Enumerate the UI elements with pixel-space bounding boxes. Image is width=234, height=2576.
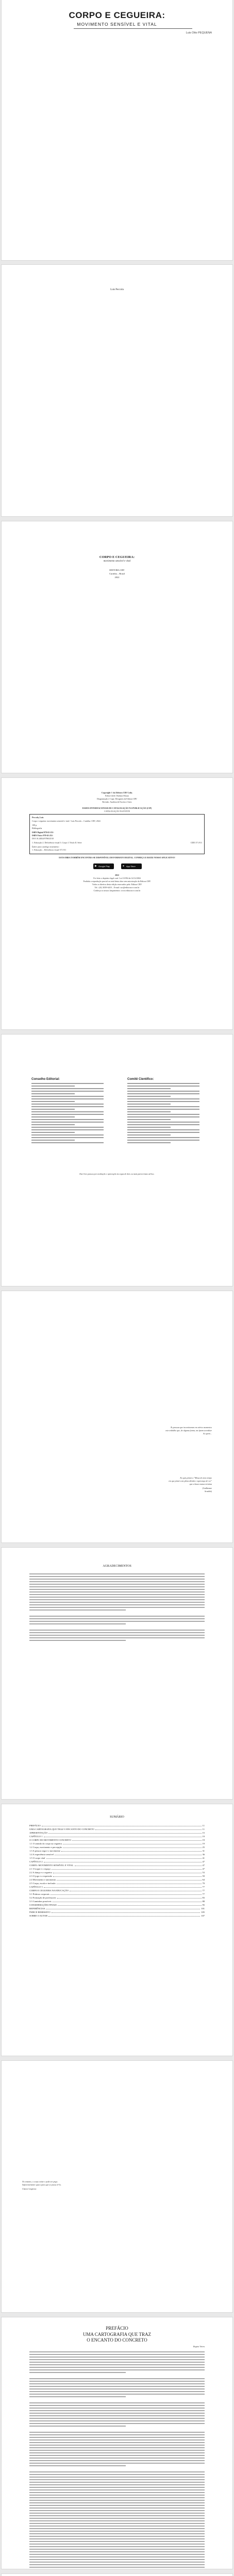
catalog-keywords: 1. Educação 2. Deficiência visual 3. Corpo I. Título II. Série	[32, 841, 82, 844]
toc-entry-page: 36	[202, 1853, 205, 1856]
rights-website: Conheça os nossos lançamentos: www.editoracrv.com.br	[93, 889, 141, 892]
preface-byline: Regina Vieira	[193, 2345, 205, 2348]
toc-entry-title: UMA CARTOGRAFIA QUE TRAZ O ENCANTO DO CONCRETO	[29, 1828, 94, 1831]
catalog-heading: DADOS INTERNACIONAIS DE CATALOGAÇÃO NA PUBLICAÇÃO (CIP)	[82, 807, 152, 809]
title-page-publisher: EDITORA CRV	[109, 569, 125, 571]
toc-entry-title: 2.3 O jogo e a expressão	[29, 1875, 53, 1877]
toc-entry-page: 107	[201, 1914, 205, 1917]
summary-list	[29, 1824, 205, 1918]
toc-entry[interactable]	[29, 1827, 205, 1831]
toc-entry[interactable]	[29, 1910, 205, 1914]
toc-entry[interactable]	[29, 1835, 205, 1838]
cover-page	[2, 0, 232, 260]
isbn-digital: ISBN Digital 978-65-251-	[32, 831, 54, 834]
epigraph-line-1: Eu quis pintar a "Missa do meu tempo	[180, 1477, 212, 1479]
toc-entry-page: 11	[202, 1828, 205, 1831]
toc-entry[interactable]	[29, 1867, 205, 1871]
toc-entry[interactable]	[29, 1853, 205, 1856]
toc-entry-page: 70	[202, 1882, 205, 1885]
catalog-entry-bibliography: Bibliografia	[32, 827, 42, 829]
toc-entry-page: 41	[202, 1857, 205, 1859]
half-title-page	[2, 265, 232, 516]
catalog-entry-author: Peccola, Luis	[32, 816, 44, 819]
toc-entry[interactable]	[29, 1838, 205, 1842]
toc-entry-page: 77	[202, 1893, 205, 1895]
toc-entry-page: 105	[201, 1911, 205, 1913]
toc-entry[interactable]	[29, 1831, 205, 1835]
cover-author: Luis Otto PEQUENA	[186, 31, 212, 35]
half-title-author: Luis Peccola	[110, 289, 124, 291]
rights-prohibited: Proibida a reprodução parcial ou total desta obra sem autorização da Editora CRV	[83, 880, 151, 883]
dedication-line-2: este trabalho que, de alguma forma, me fazem acreditar	[165, 1429, 212, 1432]
toc-entry[interactable]	[29, 1892, 205, 1896]
toc-entry-page: 64	[202, 1878, 205, 1881]
toc-entry[interactable]	[29, 1842, 205, 1845]
epigraph-author: (Guilherme	[202, 1487, 212, 1489]
app-store-badge[interactable]	[121, 863, 142, 869]
acknowledgements-page	[2, 1548, 232, 1799]
copyright-page	[2, 778, 232, 1029]
dedication-line-3: Ao quem...	[203, 1432, 212, 1435]
body-page	[2, 2574, 232, 2576]
toc-entry-title: 1.2 Corpo, movimento e percepção	[29, 1846, 62, 1849]
toc-entry-title: APRESENTAÇÃO	[29, 1832, 48, 1834]
rights-contact: Tel.: (41) 3039-6418 – E-mail: sac@editoracrv.com.br	[94, 886, 140, 889]
toc-entry[interactable]	[29, 1845, 205, 1849]
app-store-label: App Store	[126, 865, 136, 868]
title-page-city: Curitiba – Brasil	[109, 572, 125, 575]
toc-entry-title: 1.3 A pessoa cega e o movimento	[29, 1850, 61, 1852]
toc-entry-title: O CORPO DO MOVIMENTO CONCRETO	[29, 1839, 72, 1841]
rights-year: 2022	[115, 874, 119, 876]
title-page-year: 2022	[114, 576, 120, 579]
toc-entry[interactable]	[29, 1849, 205, 1853]
toc-entry-page: 19	[202, 1835, 205, 1838]
toc-entry-page: 15	[202, 1832, 205, 1834]
toc-entry[interactable]	[29, 1889, 205, 1892]
toc-entry[interactable]	[29, 1824, 205, 1827]
apple-icon: ●	[123, 865, 125, 868]
toc-entry-page: 31	[202, 1850, 205, 1852]
preface-page	[2, 2317, 232, 2569]
acknowledgements-text	[29, 1573, 205, 1642]
toc-entry-page: 47	[202, 1868, 205, 1870]
toc-entry-page: 47	[202, 1864, 205, 1867]
epigraph-source: Arnaldo)	[204, 1490, 212, 1493]
toc-entry[interactable]	[29, 1882, 205, 1885]
toc-entry-page: 88	[202, 1900, 205, 1903]
toc-entry-title: CAPÍTULO 3	[29, 1886, 43, 1888]
epigraph-line-3: que a busca nunca termina	[189, 1483, 212, 1485]
toc-entry[interactable]	[29, 1885, 205, 1889]
epigraph2-line-2: Suficientemente opaco para que se possa vê-lo.	[22, 2183, 61, 2186]
toc-entry[interactable]	[29, 1863, 205, 1867]
preface-text	[29, 2351, 205, 2569]
toc-entry-title: 2.5 Corpo, escola e inclusão	[29, 1882, 56, 1885]
toc-entry-page: 101	[201, 1907, 205, 1910]
dedication-line-1: Às pessoas que incentivaram em vários momentos	[170, 1426, 212, 1429]
scientific-committee-heading: Comitê Científico:	[127, 1078, 154, 1081]
epigraph2-line-1: No entanto, o corpo existe e pode ser pego.	[22, 2180, 58, 2183]
toc-entry[interactable]	[29, 1871, 205, 1874]
dedication-page	[2, 1291, 232, 1543]
catalog-entry-pages: 108 p.	[32, 824, 37, 826]
cover-subtitle: MOVIMENTO SENSÍVEL E VITAL	[77, 22, 157, 27]
copyright-design: Diagramação e Capa: Designers da Editora CRV	[97, 798, 137, 800]
toc-entry-title: SOBRE O AUTOR	[29, 1914, 48, 1917]
toc-entry[interactable]	[29, 1856, 205, 1860]
rights-reserved: Todos os direitos desta edição reservados pela: Editora CRV	[92, 883, 142, 886]
preface-title-line-2: O ENCANTO DO CONCRETO	[87, 2337, 147, 2343]
toc-entry-page: 59	[202, 1875, 205, 1877]
toc-entry[interactable]	[29, 1860, 205, 1863]
preface-heading: PREFÁCIO	[106, 2326, 128, 2331]
toc-entry[interactable]	[29, 1874, 205, 1878]
epigraph-page	[2, 2061, 232, 2312]
toc-entry-page: 77	[202, 1886, 205, 1888]
epigraph2-author: Clarice Lispector	[22, 2188, 37, 2190]
toc-entry-title: CORPO E CEGUEIRA NA EDUCAÇÃO	[29, 1889, 69, 1892]
doi: DOI 10.24824/978652510	[32, 837, 54, 840]
toc-entry-title: CAPÍTULO 1	[29, 1835, 43, 1838]
isbn-physical: ISBN Físico 978-65-251-	[32, 834, 54, 837]
toc-entry[interactable]	[29, 1914, 205, 1918]
toc-entry-page: 83	[202, 1896, 205, 1899]
google-play-label: Google Play	[98, 865, 110, 868]
toc-entry-page: 25	[202, 1846, 205, 1849]
toc-entry-page: 19	[202, 1842, 205, 1845]
toc-entry-title: CORPO: MOVIMENTO SENSÍVEL E VITAL	[29, 1864, 74, 1867]
toc-entry[interactable]	[29, 1878, 205, 1882]
play-icon: ▶	[95, 865, 97, 868]
toc-entry-title: CAPÍTULO 2	[29, 1860, 43, 1863]
toc-entry[interactable]	[29, 1907, 205, 1910]
toc-entry[interactable]	[29, 1896, 205, 1900]
editorial-council-heading: Conselho Editorial:	[31, 1078, 60, 1081]
toc-entry-title: PREFÁCIO	[29, 1824, 41, 1827]
rights-legal: Foi feito o depósito legal conf. Lei 10.994 de 14/12/2004	[93, 877, 141, 879]
toc-entry[interactable]	[29, 1900, 205, 1903]
toc-entry-title: 1.5 O corpo vital	[29, 1857, 45, 1859]
google-play-badge[interactable]	[93, 863, 114, 869]
toc-entry-page: 11	[202, 1824, 205, 1827]
scientific-committee	[127, 1078, 199, 1145]
toc-entry-page: 47	[202, 1860, 205, 1863]
catalog-box	[29, 814, 205, 854]
index-entry: 1. Educação – Deficiência visual 371.911	[32, 849, 66, 851]
title-page-title: CORPO E CEGUEIRA:	[99, 555, 135, 559]
cover-rule	[74, 28, 192, 29]
acknowledgements-heading: AGRADECIMENTOS	[103, 1565, 131, 1568]
summary-heading: SUMÁRIO	[110, 1816, 124, 1819]
law-notice: ESTA OBRA TAMBÉM ENCONTRA-SE DISPONÍVEL EM FORMATO DIGITAL. CONHEÇA E BAIXE NOSSO APLICATIVO!	[59, 856, 175, 859]
toc-entry-title: 3.2 Formação de professores	[29, 1896, 56, 1899]
toc-entry-page: 19	[202, 1839, 205, 1841]
summary-page	[2, 1804, 232, 2056]
toc-entry-title: 3.1 Práticas corporais	[29, 1893, 49, 1895]
copyright-heading: Copyright © da Editora CRV Ltda.	[101, 791, 133, 794]
index-heading: Índice para catálogo sistemático	[32, 845, 59, 848]
toc-entry-page: 53	[202, 1871, 205, 1874]
toc-entry-title: 3.3 Caminhos possíveis	[29, 1900, 52, 1903]
council-page	[2, 1035, 232, 1286]
toc-entry-title: 2.1 O toque e o espaço	[29, 1868, 51, 1870]
toc-entry-title: ÍNDICE REMISSIVO	[29, 1911, 51, 1913]
title-page-subtitle: movimento sensível e vital	[103, 560, 131, 563]
toc-entry-page: 77	[202, 1889, 205, 1892]
catalog-entry-title: Corpo e cegueira: movimento sensível e vital / Luis Peccola – Curitiba: CRV, 2022.	[32, 820, 101, 822]
epigraph-line-2: em que pintei com plena dúvida e esperança de ver"	[169, 1480, 212, 1482]
copyright-editor: Editor-chefe: Railson Moura	[105, 794, 129, 797]
toc-entry[interactable]	[29, 1903, 205, 1907]
council-footer: Este livro passou por avaliação e aprovação às cegas de dois ou mais pareceristas ad hoc.	[79, 1173, 155, 1175]
catalog-cdd: CDD 371.911	[190, 841, 202, 844]
toc-entry-page: 95	[202, 1904, 205, 1906]
cover-title: CORPO E CEGUEIRA:	[69, 10, 165, 20]
toc-entry-title: 2.4 Movimento e autonomia	[29, 1878, 56, 1881]
catalog-subheading: CATALOGAÇÃO NA FONTE	[104, 810, 130, 812]
toc-entry-title: 2.2 A dança e a cegueira	[29, 1871, 52, 1874]
toc-entry-title: 1.4 A experiência sensível	[29, 1853, 54, 1856]
toc-entry-title: CONSIDERAÇÕES FINAIS	[29, 1904, 57, 1906]
toc-entry-title: REFERÊNCIAS	[29, 1907, 45, 1910]
title-page	[2, 521, 232, 773]
preface-title-line-1: UMA CARTOGRAFIA QUE TRAZ	[83, 2332, 151, 2337]
editorial-council	[31, 1078, 104, 1145]
copyright-review: Revisão: Analista de Escrita e Artes	[102, 801, 132, 803]
toc-entry-title: 1.1 O sentido do corpo na cegueira	[29, 1842, 62, 1845]
